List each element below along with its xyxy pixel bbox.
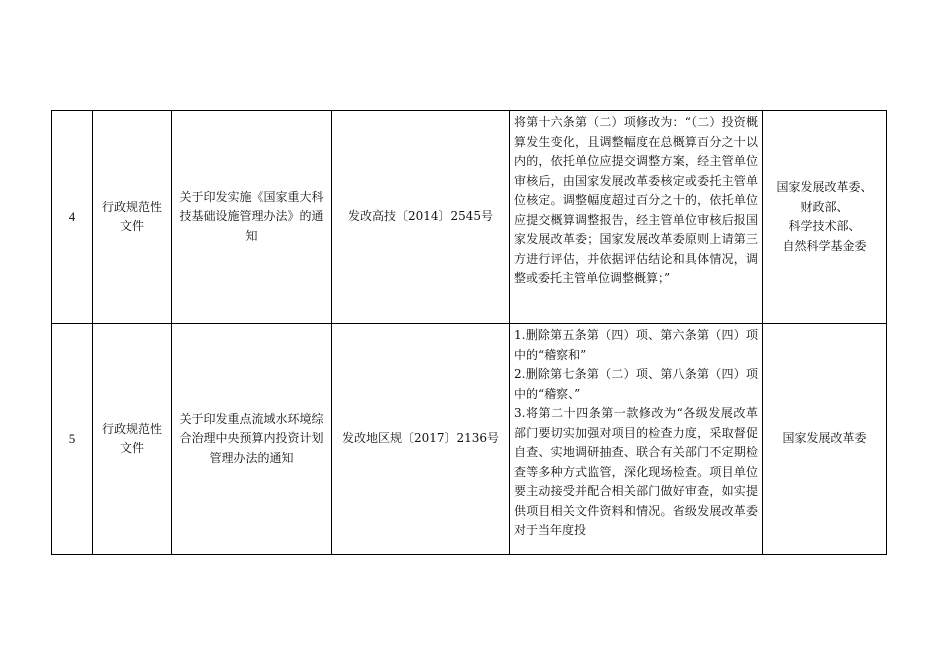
document-number: 发改高技〔2014〕2545号 (332, 111, 510, 324)
document-title: 关于印发重点流域水环境综合治理中央预算内投资计划管理办法的通知 (172, 324, 332, 555)
document-type: 行政规范性文件 (93, 111, 172, 324)
department-name: 国家发展改革委 (782, 431, 867, 446)
revision-item: 2.删除第七条第（二）项、第八条第（四）项中的“稽察、” (514, 367, 758, 401)
issuing-departments (763, 111, 887, 324)
department-name: 国家发展改革委、 (776, 180, 873, 194)
document-number: 发改地区规〔2017〕2136号 (332, 324, 510, 555)
revision-item: 3.将第二十四条第一款修改为“各级发展改革部门要切实加强对项目的检查力度，采取督促自查、实地调研抽查、联合有关部门不定期检查等多种方式监管，深化现场检查。项目单位要主动接受并配合相关部门做好审查，如实提供项目相关文件资料和情况。省级发展改革委对于当年度投 (514, 406, 758, 537)
issuing-departments (763, 324, 887, 555)
revision-item: 1.删除第五条第（四）项、第六条第（四）项中的“稽察和” (514, 328, 758, 362)
department-name: 自然科学基金委 (782, 238, 867, 253)
document-title: 关于印发实施《国家重大科技基础设施管理办法》的通知 (172, 111, 332, 324)
row-number: 4 (52, 111, 93, 324)
department-name: 科学技术部、 (788, 219, 861, 233)
table-row (52, 111, 887, 324)
document-type: 行政规范性文件 (93, 324, 172, 555)
table-row (52, 324, 887, 555)
row-number: 5 (52, 324, 93, 555)
revision-content (510, 324, 763, 555)
department-name: 财政部、 (800, 199, 849, 214)
regulation-table (51, 110, 887, 555)
revision-content: 将第十六条第（二）项修改为：“（二）投资概算发生变化，且调整幅度在总概算百分之十以内的，依托单位应提交调整方案，经主管单位审核后，由国家发展改革委核定或委托主管单位核定。调整幅度超过百分之十的，依托单位应提交概算调整报告，经主管单位审核后报国家发展改革委；国家发展改革委原则上请第三方进行评估，并依据评估结论和具体情况，调整或委托主管单位调整概算；” (510, 111, 763, 324)
